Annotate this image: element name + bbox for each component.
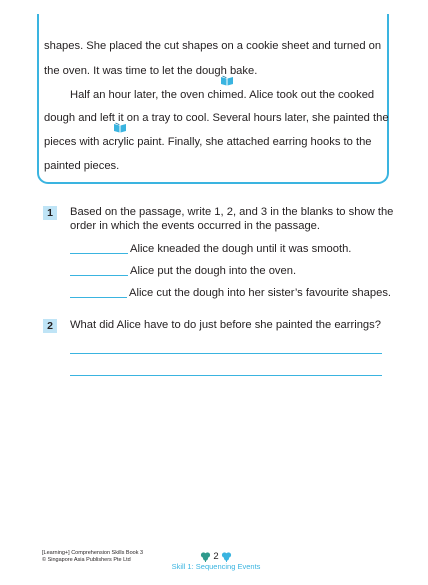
passage-text: Half an hour later, the oven — [70, 89, 208, 101]
answer-blank-2[interactable] — [70, 275, 128, 276]
leaf-icon — [200, 551, 211, 562]
passage-text: paint. Finally, she attached earring hooks to the — [134, 136, 372, 148]
event-item-3: Alice cut the dough into her sister’s favourite shapes. — [129, 287, 392, 299]
passage-line-4: dough and left it on a tray to cool. Several hours later, she painted the — [44, 112, 389, 124]
event-item-1: Alice kneaded the dough until it was smooth. — [130, 243, 352, 255]
question-2-prompt: What did Alice have to do just before she painted the earrings? — [70, 319, 381, 331]
answer-blank-3[interactable] — [70, 297, 127, 298]
passage-line-2: the oven. It was time to let the dough bake. — [44, 65, 258, 77]
answer-line-1[interactable] — [70, 353, 382, 354]
question-1-prompt-line-2: order in which the events occurred in the passage. — [70, 220, 320, 232]
passage-line-5 — [44, 135, 384, 149]
passage-text: . Alice took out the cooked — [243, 89, 375, 101]
vocab-word-text: acrylic — [102, 136, 135, 148]
skill-label: Skill 1: Sequencing Events — [171, 562, 261, 571]
answer-line-2[interactable] — [70, 375, 382, 376]
passage-line-1: shapes. She placed the cut shapes on a cookie sheet and turned on — [44, 40, 382, 52]
vocab-word-chimed[interactable] — [207, 88, 243, 102]
event-item-2: Alice put the dough into the oven. — [130, 265, 297, 277]
vocab-word-acrylic[interactable] — [102, 135, 134, 149]
book-title: [Learning+] Comprehension Skills Book 3 — [42, 550, 144, 556]
open-book-icon[interactable] — [113, 122, 127, 133]
publisher-copyright: © Singapore Asia Publishers Pte Ltd — [42, 557, 131, 563]
answer-blank-1[interactable] — [70, 253, 128, 254]
leaf-icon — [221, 551, 232, 562]
passage-line-3 — [70, 88, 384, 102]
vocab-word-text: chimed — [207, 89, 244, 101]
passage-line-6: painted pieces. — [44, 160, 120, 172]
question-1-prompt-line-1: Based on the passage, write 1, 2, and 3 in the blanks to show the — [70, 206, 394, 218]
passage-text: pieces with — [44, 136, 103, 148]
question-1-number: 1 — [43, 206, 57, 220]
question-2-number: 2 — [43, 319, 57, 333]
open-book-icon[interactable] — [220, 75, 234, 86]
page-number-text: 2 — [213, 551, 219, 563]
